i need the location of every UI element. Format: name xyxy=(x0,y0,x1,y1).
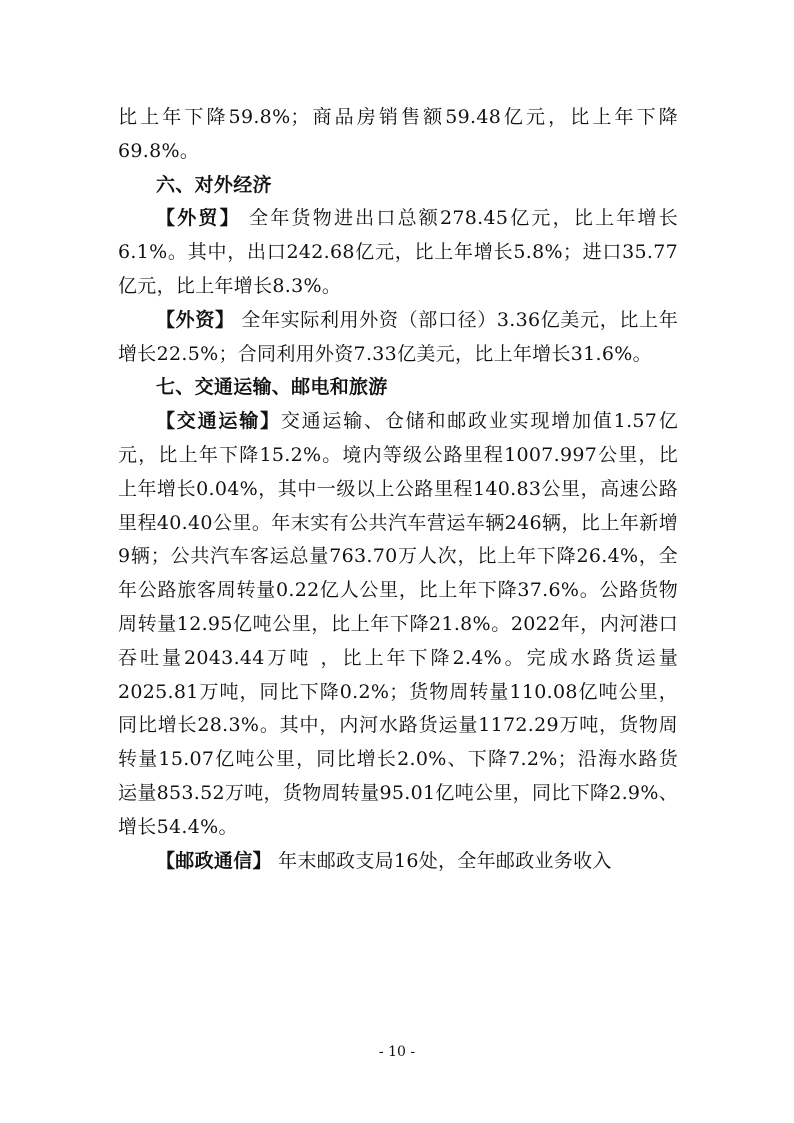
paragraph-foreign-investment xyxy=(118,304,678,372)
paragraph-realestate-tail: 比上年下降59.8%；商品房销售额59.48亿元，比上年下降69.8%。 xyxy=(118,106,678,162)
paragraph-foreign-trade xyxy=(118,202,678,303)
document-body xyxy=(118,101,678,878)
section-heading-transport-post-tourism: 七、交通运输、邮电和旅游 xyxy=(156,376,388,399)
paragraph-transport xyxy=(118,405,678,844)
text-postal: 年末邮政支局16处，全年邮政业务收入 xyxy=(271,849,612,872)
text-transport: 交通运输、仓储和邮政业实现增加值1.57亿元，比上年下降15.2%。境内等级公路里程1007.997公里，比上年增长0.04%，其中一级以上公路里程140.83公里，高速公路里程40.40公里。年末实有公共汽车营运车辆246辆，比上年新增9辆；公共汽车客运总量763.70万人次，比上年下降26.4%，全年公路旅客周转量0.22亿人公里，比上年下降37.6%。公路货物周转量12.95亿吨公里，比上年下降21.8%。2022年，内河港口吞吐量2043.44万吨 ，比上年下降2.4%。完成水路货运量2025.81万吨，同比下降0.2%；货物周转量110.08亿吨公里，同比增长28.3%。其中，内河水路货运量1172.29万吨，货物周转量15.07亿吨公里，同比增长2.0%、下降7.2%；沿海水路货运量853.52万吨，货物周转量95.01亿吨公里，同比下降2.9%、增长54.4%。 xyxy=(118,410,678,838)
tag-foreign-trade: 【外贸】 xyxy=(156,207,241,230)
tag-foreign-investment: 【外资】 xyxy=(156,308,235,331)
page-number: - 10 - xyxy=(378,1044,416,1060)
section-heading-foreign-economy: 六、对外经济 xyxy=(156,173,272,196)
text-foreign-trade: 全年货物进出口总额278.45亿元，比上年增长6.1%。其中，出口242.68亿元，比上年增长5.8%；进口35.77亿元，比上年增长8.3%。 xyxy=(118,207,678,297)
tag-postal: 【邮政通信】 xyxy=(156,849,272,872)
paragraph-postal xyxy=(118,845,678,879)
text-foreign-investment: 全年实际利用外资（部口径）3.36亿美元，比上年增长22.5%；合同利用外资7.33亿美元，比上年增长31.6%。 xyxy=(118,308,678,365)
tag-transport: 【交通运输】 xyxy=(156,410,281,433)
